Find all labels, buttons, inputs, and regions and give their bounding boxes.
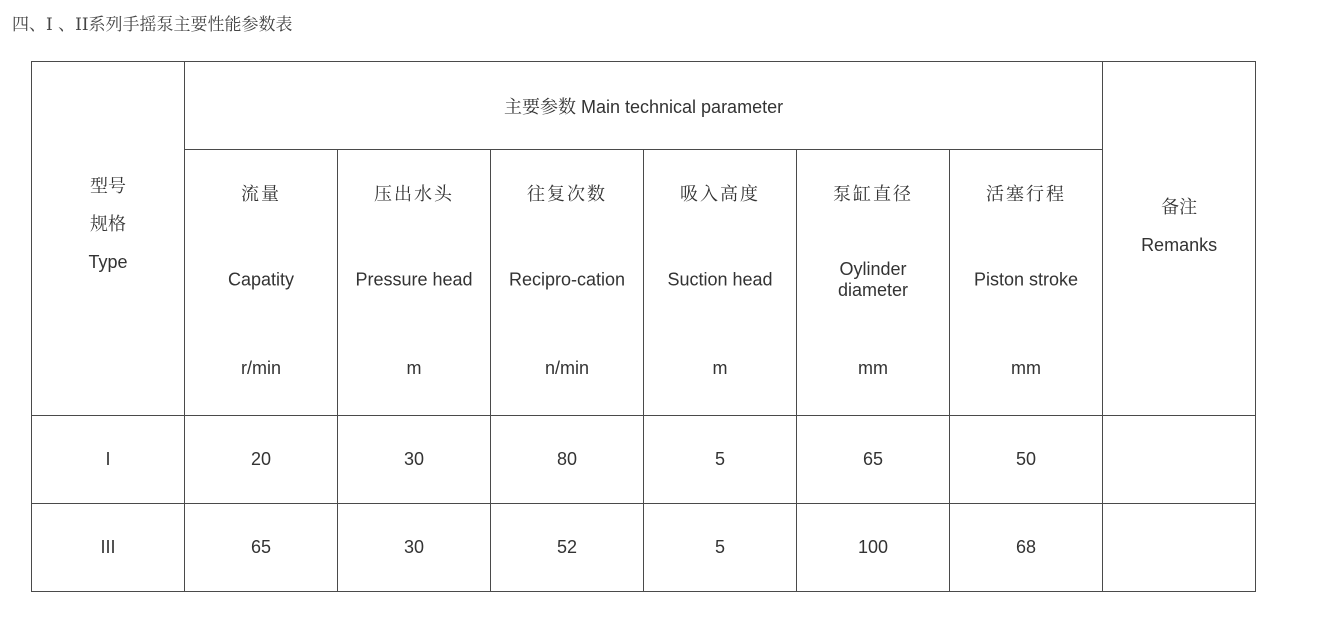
column-header-cn: 压出水头 xyxy=(374,184,454,205)
column-header-unit: m xyxy=(712,358,728,379)
value-cell: 30 xyxy=(338,415,491,503)
column-header-en: Capatity xyxy=(227,269,295,290)
table-row xyxy=(32,503,1256,591)
value-cell: 68 xyxy=(950,503,1103,591)
table-row xyxy=(32,415,1256,503)
remarks-header-cell xyxy=(1103,62,1256,416)
value-cell: 80 xyxy=(491,415,644,503)
type-cell: III xyxy=(32,503,185,591)
page-title: 四、I 、II系列手摇泵主要性能参数表 xyxy=(12,15,293,35)
type-header-cell xyxy=(32,62,185,416)
value-cell: 65 xyxy=(185,503,338,591)
column-header-en: Piston stroke xyxy=(974,269,1079,290)
column-header-unit: n/min xyxy=(544,358,589,379)
remarks-header-en: Remanks xyxy=(1141,235,1218,256)
column-header-pressure-head xyxy=(338,150,491,416)
value-cell: 20 xyxy=(185,415,338,503)
column-header-cn: 吸入高度 xyxy=(680,184,760,205)
column-header-cn: 泵缸直径 xyxy=(833,184,913,205)
remarks-cell xyxy=(1103,415,1256,503)
value-cell: 52 xyxy=(491,503,644,591)
column-header-unit: mm xyxy=(858,358,888,379)
value-cell: 65 xyxy=(797,415,950,503)
column-header-capacity xyxy=(185,150,338,416)
column-header-unit: mm xyxy=(1011,358,1042,379)
column-header-en: Oylinder diameter xyxy=(837,259,909,301)
value-cell: 30 xyxy=(338,503,491,591)
remarks-header-cn: 备注 xyxy=(1161,197,1198,218)
type-header-cn-2: 规格 xyxy=(90,214,126,235)
column-header-cylinder-diameter xyxy=(797,150,950,416)
column-header-en: Suction head xyxy=(667,269,773,290)
column-header-unit: r/min xyxy=(241,358,281,379)
column-header-piston-stroke xyxy=(950,150,1103,416)
column-header-en: Recipro-cation xyxy=(508,269,626,290)
type-header-en: Type xyxy=(88,252,128,273)
remarks-cell xyxy=(1103,503,1256,591)
header-row-main xyxy=(32,62,1256,150)
column-header-suction-head xyxy=(644,150,797,416)
performance-parameter-table xyxy=(31,61,1256,592)
column-header-reciprocation xyxy=(491,150,644,416)
value-cell: 100 xyxy=(797,503,950,591)
header-row-columns xyxy=(32,150,1256,416)
column-header-cn: 往复次数 xyxy=(527,184,607,205)
column-header-cn: 流量 xyxy=(241,184,281,205)
type-header-cn-1: 型号 xyxy=(90,176,126,197)
main-parameter-header: 主要参数 Main technical parameter xyxy=(185,62,1103,150)
column-header-en: Pressure head xyxy=(355,269,473,290)
value-cell: 5 xyxy=(644,415,797,503)
value-cell: 5 xyxy=(644,503,797,591)
column-header-cn: 活塞行程 xyxy=(986,184,1067,205)
value-cell: 50 xyxy=(950,415,1103,503)
column-header-unit: m xyxy=(406,358,422,379)
type-cell: I xyxy=(32,415,185,503)
